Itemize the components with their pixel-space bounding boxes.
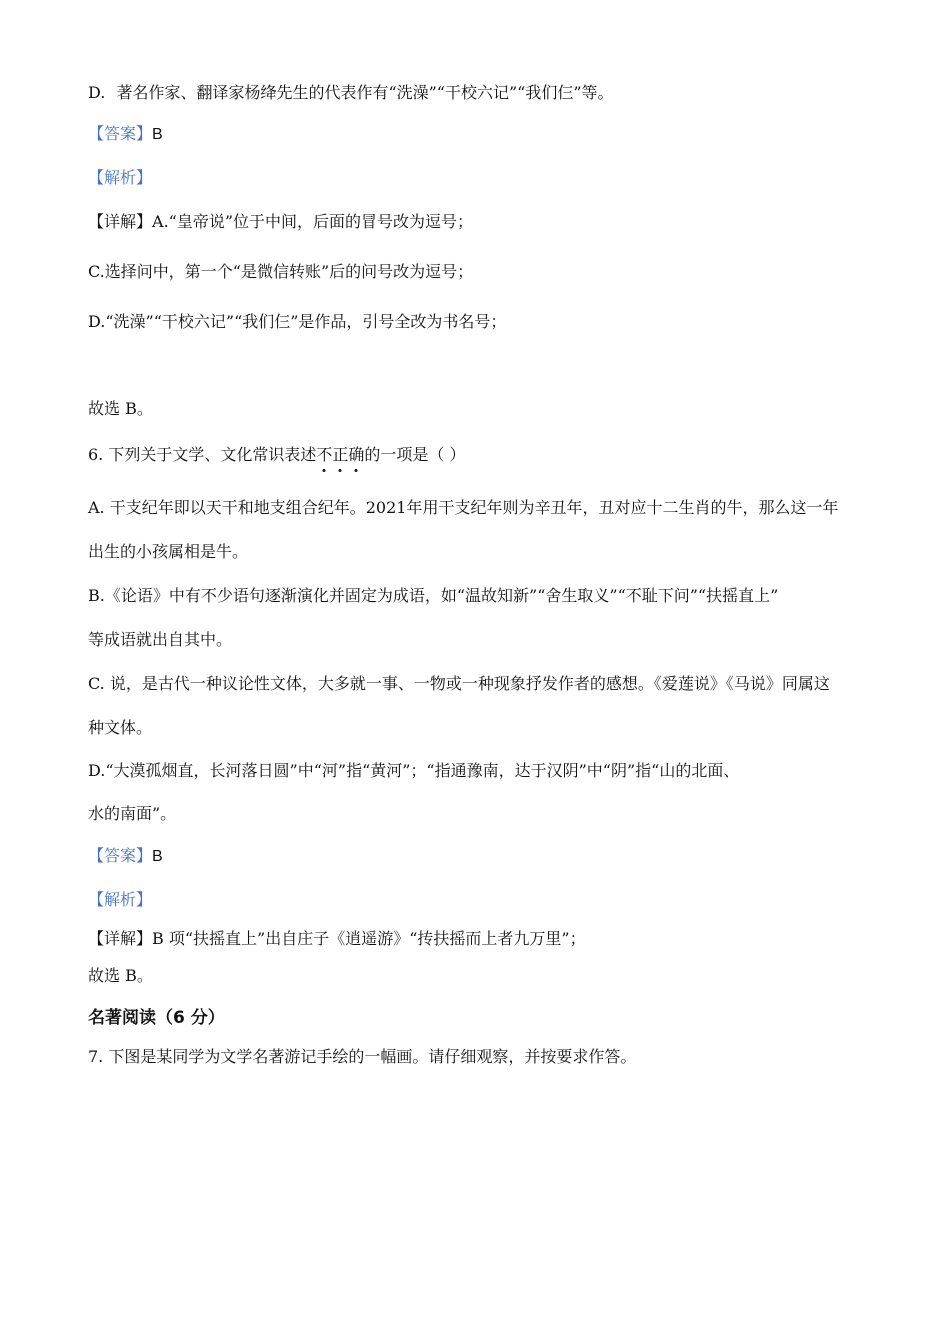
answer-tag: 【答案】 <box>88 126 153 143</box>
detail-tag: 【详解】 <box>88 212 153 231</box>
section-title: 名著阅读（6 分） <box>88 1008 225 1028</box>
q6-option-a-line1: A. 干支纪年即以天干和地支组合纪年。2021年用干支纪年则为辛丑年，丑对应十二生肖的牛，那么这一年 <box>88 498 839 517</box>
answer-tag: 【答案】 <box>88 848 153 865</box>
detail-tag: 【详解】 <box>88 929 153 948</box>
q6-option-c-line1: C. 说，是古代一种议论性文体，大多就一事、一物或一种现象抒发作者的感想。《爱莲说》《马说》同属这 <box>88 674 830 693</box>
q7-stem: 7. 下图是某同学为文学名著游记手绘的一幅画。请仔细观察，并按要求作答。 <box>88 1047 637 1066</box>
q6-option-b-line2: 等成语就出自其中。 <box>88 630 233 649</box>
q6-analysis-tag: 【解析】 <box>88 890 153 909</box>
emphasis-char: 确 <box>348 445 365 464</box>
answer-value: B <box>152 848 163 865</box>
q6-option-b-line1: B.《论语》中有不少语句逐渐演化并固定为成语，如“温故知新”“舍生取义”“不耻下问”“扶摇直上” <box>88 586 779 605</box>
q6-conclusion: 故选 B。 <box>88 966 153 985</box>
answer-value: B <box>152 126 163 143</box>
q5-detail-line2: C.选择问中，第一个“是微信转账”后的问号改为逗号； <box>88 262 474 281</box>
detail-text: B 项“扶摇直上”出自庄子《逍遥游》“抟扶摇而上者九万里”； <box>152 929 586 948</box>
option-label: D. <box>88 83 106 102</box>
stem-text: 的一项是（ ） <box>364 445 466 464</box>
q6-answer <box>88 846 890 868</box>
q5-conclusion: 故选 B。 <box>88 399 153 418</box>
q6-stem <box>88 444 890 466</box>
q5-detail-line3: D.“洗澡”“干校六记”“我们仨”是作品，引号全改为书名号； <box>88 312 507 331</box>
emphasis-char: 正 <box>332 445 349 464</box>
q6-detail <box>88 928 890 950</box>
q6-option-a-line2: 出生的小孩属相是牛。 <box>88 542 249 561</box>
q6-option-d-line1: D.“大漠孤烟直，长河落日圆”中“河”指“黄河”；“指通豫南，达于汉阴”中“阴”指“山的北面、 <box>88 761 740 780</box>
option-text: 著名作家、翻译家杨绛先生的代表作有“洗澡”“干校六记”“我们仨”等。 <box>116 83 614 102</box>
emphasis-char: 不 <box>316 445 333 464</box>
detail-text: A.“皇帝说”位于中间，后面的冒号改为逗号； <box>152 212 474 231</box>
q5-analysis-tag: 【解析】 <box>88 168 153 187</box>
q6-option-c-line2: 种文体。 <box>88 718 153 737</box>
stem-text: 6. 下列关于文学、文化常识表述 <box>88 445 317 464</box>
q6-option-d-line2: 水的南面”。 <box>88 804 177 823</box>
q5-option-d <box>88 82 890 104</box>
q5-answer <box>88 124 890 146</box>
q5-detail-line1 <box>88 211 890 233</box>
